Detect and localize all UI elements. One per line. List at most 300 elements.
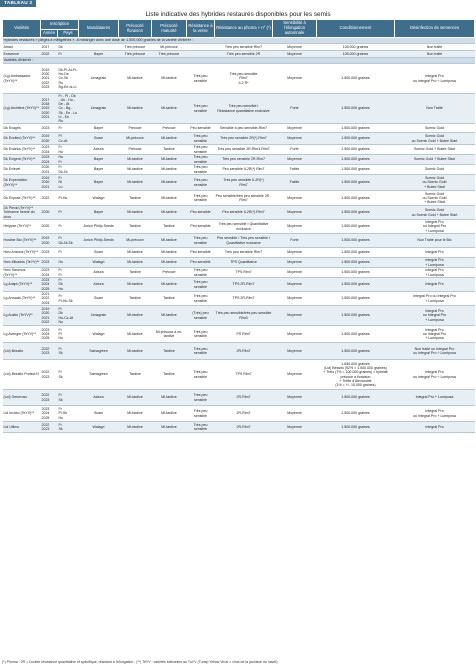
cell-pays: Fr Fr bbox=[58, 268, 79, 278]
cell-floraison: Tardive bbox=[119, 360, 152, 390]
cell-desinfection: Integral Pro ou Integral Pro + Lumiposa bbox=[395, 306, 475, 326]
cell-phoma: Peu sensible/très peu sensible 2R - Rlm7 bbox=[215, 191, 273, 206]
cell-maturite: Tardive bbox=[152, 360, 187, 390]
cell-maturite: Précoce bbox=[152, 124, 187, 133]
cell-conditionnement: 1.500.000 graines bbox=[317, 343, 395, 360]
cell-floraison: Mi-tardive bbox=[119, 248, 152, 258]
cell-maturite: Mi-précoce à mi-tardive bbox=[152, 326, 187, 343]
table-row bbox=[3, 175, 475, 191]
cell-variete: (Lg) Architect (TeYV)** bbox=[3, 94, 41, 124]
cell-conditionnement: 1.500.000 graines bbox=[317, 258, 395, 268]
cell-mandataire: Walagri bbox=[79, 191, 119, 206]
cell-desinfection: Scenic Gold ou Scenic Gold + Butee Start bbox=[395, 191, 475, 206]
cell-floraison: Mi-tardive bbox=[119, 278, 152, 292]
cell-phoma: PS Rlm7 bbox=[215, 326, 273, 343]
cell-floraison: Mi-tardive bbox=[119, 306, 152, 326]
cell-annee: 2023 2024 bbox=[41, 155, 58, 165]
cell-mandataire: Walagri bbox=[79, 258, 119, 268]
hybrids-table bbox=[2, 19, 475, 433]
table-body bbox=[3, 38, 475, 433]
cell-annee: 2023 bbox=[41, 258, 58, 268]
header-desinfection: Désinfection de semences bbox=[395, 20, 475, 38]
cell-pays: Fr Dk Hu bbox=[58, 278, 79, 292]
cell-verse: Très peu sensible bbox=[187, 360, 215, 390]
cell-maturite: Mi-tardive bbox=[152, 234, 187, 248]
cell-annee: 2020 bbox=[41, 220, 58, 234]
cell-maturite: Mi-tardive bbox=[152, 64, 187, 94]
cell-annee: 2023 2024 bbox=[41, 145, 58, 155]
cell-floraison: Tardive bbox=[119, 220, 152, 234]
cell-conditionnement: 1.500.000 graines bbox=[317, 133, 395, 145]
cell-conditionnement: 1.500.000 graines bbox=[317, 306, 395, 326]
cell-conditionnement: 1.500.000 graines bbox=[317, 326, 395, 343]
cell-variete: Hostine Bio (TeYV)** bbox=[3, 234, 41, 248]
cell-floraison: Mi-tardive bbox=[119, 390, 152, 406]
cell-mandataire: Bayer bbox=[79, 165, 119, 175]
cell-conditionnement: 1.500.000 graines bbox=[317, 422, 395, 433]
cell-elongation: Moyenne bbox=[273, 390, 317, 406]
table-row bbox=[3, 306, 475, 326]
table-row bbox=[3, 326, 475, 343]
cell-conditionnement: 100.000 graines bbox=[317, 44, 395, 51]
cell-floraison: Tardive bbox=[119, 191, 152, 206]
cell-phoma: 2R-Rlm7 bbox=[215, 422, 273, 433]
header-sensibilite-elongation: Sensibilité à l'élongation automnale bbox=[273, 20, 317, 38]
cell-desinfection: Scenic Gold + Butee Start bbox=[395, 155, 475, 165]
header-varietes: Variétés bbox=[3, 20, 41, 38]
cell-maturite: Précoce bbox=[152, 268, 187, 278]
cell-annee: 2022 2023 bbox=[41, 343, 58, 360]
cell-desinfection: Scenic Gold ou Scenic Gold + Butee Start bbox=[395, 206, 475, 220]
cell-floraison: Très précoce bbox=[119, 44, 152, 51]
table-row bbox=[3, 206, 475, 220]
cell-pays: Fr bbox=[58, 206, 79, 220]
cell-floraison: Mi-précoce bbox=[119, 133, 152, 145]
cell-phoma: Très peu sensible I Résistance quantitative exclusive bbox=[215, 94, 273, 124]
cell-floraison: Précoce bbox=[119, 124, 152, 133]
cell-variete: Dk Expose (TeYV)** bbox=[3, 191, 41, 206]
header-resistance-verse: Résistance à la verse bbox=[187, 20, 215, 38]
cell-pays: Fr Pl-Sk Hu bbox=[58, 406, 79, 422]
cell-variete: Lg Avenger (TeYV)** bbox=[3, 326, 41, 343]
cell-verse: Très peu sensible bbox=[187, 155, 215, 165]
cell-annee: 2017 2018 2019 2020 2021 bbox=[41, 94, 58, 124]
section-title: Hybrides restaurés « pièges à méligèthes », à mélanger avec une dose de 1.500.000 graines de la variété d'intérêt : bbox=[3, 38, 475, 44]
cell-elongation: Moyenne bbox=[273, 206, 317, 220]
cell-desinfection: Integral Pro ou Integral Pro + Lumiposa bbox=[395, 64, 475, 94]
cell-verse: Très peu sensible bbox=[187, 133, 215, 145]
cell-mandataire: Scam bbox=[79, 406, 119, 422]
cell-conditionnement: 1.500.000 graines bbox=[317, 248, 395, 258]
cell-maturite: Mi-tardive bbox=[152, 422, 187, 433]
cell-floraison: Mi-tardive bbox=[119, 165, 152, 175]
cell-annee: 2019 2020 2021 2022 bbox=[41, 306, 58, 326]
table-row bbox=[3, 145, 475, 155]
cell-phoma: TPS Rlm7 bbox=[215, 268, 273, 278]
cell-pays: Fr Sk bbox=[58, 390, 79, 406]
cell-maturite: Mi-tardive bbox=[152, 94, 187, 124]
cell-variete: (Lid) Generoso bbox=[3, 390, 41, 406]
header-mandataires: Mandataires bbox=[79, 20, 119, 38]
footnote: (*) Phoma : 2R = Double résistance quantitative et spécifique, résistant à l'élongation ; (**) TeYV : variétés tolérantes au TuYV (Turnip Yellow Virus = virus de la jaunisse du navet) bbox=[2, 660, 278, 664]
cell-phoma: Très peu sensible Rlm7 bbox=[215, 248, 273, 258]
cell-annee: 2022 bbox=[41, 191, 58, 206]
cell-variete: Atrakt bbox=[3, 44, 41, 51]
header-pays: Pays bbox=[58, 30, 79, 38]
cell-phoma: Très peu sensible 2R-Rlm3-Rlm7 bbox=[215, 145, 273, 155]
cell-verse: Peu sensible bbox=[187, 220, 215, 234]
cell-floraison: Mi-tardive bbox=[119, 343, 152, 360]
cell-phoma: Très peu sensible 2R bbox=[215, 51, 273, 58]
cell-desinfection: Non Traité bbox=[395, 94, 475, 124]
cell-conditionnement: 1.500.000 graines bbox=[317, 268, 395, 278]
cell-verse: Peu sensible bbox=[187, 248, 215, 258]
cell-mandataire: Bayer bbox=[79, 155, 119, 165]
cell-pays: Fr Nl Lu bbox=[58, 175, 79, 191]
table-row bbox=[3, 133, 475, 145]
cell-elongation: Moyenne bbox=[273, 326, 317, 343]
cell-elongation: Moyenne bbox=[273, 406, 317, 422]
cell-elongation: Moyenne bbox=[273, 248, 317, 258]
cell-variete: Dk Exagris bbox=[3, 124, 41, 133]
cell-pays: Fr Dk-Nl-Sk bbox=[58, 234, 79, 248]
cell-desinfection: Scenic Gold bbox=[395, 124, 475, 133]
cell-floraison: Mi-tardive bbox=[119, 175, 152, 191]
cell-elongation: Forte bbox=[273, 145, 317, 155]
cell-mandataire: Scam bbox=[79, 248, 119, 258]
cell-floraison: Tardive bbox=[119, 268, 152, 278]
cell-maturite: Mi-précoce bbox=[152, 44, 187, 51]
cell-verse: Très peu sensible bbox=[187, 165, 215, 175]
table-row bbox=[3, 390, 475, 406]
cell-phoma: Sensible à peu sensible-Rlm7 bbox=[215, 124, 273, 133]
cell-maturite: Mi-tardive bbox=[152, 206, 187, 220]
cell-annee: 2023 2024 2025 bbox=[41, 406, 58, 422]
cell-verse: Très peu sensible bbox=[187, 175, 215, 191]
cell-elongation: Moyenne bbox=[273, 258, 317, 268]
cell-floraison: Mi-tardive bbox=[119, 406, 152, 422]
cell-maturite: Mi-tardive bbox=[152, 175, 187, 191]
cell-desinfection: Scenic Gold ou Scenic Gold + Butee Start bbox=[395, 133, 475, 145]
table-row bbox=[3, 94, 475, 124]
table-row bbox=[3, 268, 475, 278]
cell-variete: Dk Exdeka (TeYV)** bbox=[3, 145, 41, 155]
cell-variete: Dk Exlevel bbox=[3, 165, 41, 175]
cell-floraison: Mi-tardive bbox=[119, 422, 152, 433]
cell-floraison: Mi-tardive bbox=[119, 206, 152, 220]
cell-conditionnement: 1.500.000 graines bbox=[317, 220, 395, 234]
cell-desinfection: Integral Pro bbox=[395, 248, 475, 258]
cell-maturite: Tardive bbox=[152, 292, 187, 306]
cell-mandataire: Walagri bbox=[79, 422, 119, 433]
cell-pays: Fr bbox=[58, 220, 79, 234]
cell-variete: Exavence bbox=[3, 51, 41, 58]
table-row bbox=[3, 124, 475, 133]
cell-mandataire: Samagreen bbox=[79, 343, 119, 360]
cell-verse: (Très) peu sensible bbox=[187, 306, 215, 326]
cell-annee: 2022 2023 bbox=[41, 390, 58, 406]
cell-pays: Fr Hu bbox=[58, 145, 79, 155]
table-row bbox=[3, 51, 475, 58]
cell-variete: Hwo Sanchos (TeYV)** bbox=[3, 268, 41, 278]
table-row bbox=[3, 360, 475, 390]
cell-maturite: Mi-tardive bbox=[152, 133, 187, 145]
cell-pays: Pl Cz-At bbox=[58, 133, 79, 145]
section-title: Variétés d'intérêt : bbox=[3, 58, 475, 64]
cell-mandataire: Bayer bbox=[79, 206, 119, 220]
cell-floraison: Mi-tardive bbox=[119, 64, 152, 94]
cell-conditionnement: 1.500.000 graines bbox=[317, 145, 395, 155]
cell-verse: Très peu sensible bbox=[187, 145, 215, 155]
cell-conditionnement: 1.500.000 graines bbox=[317, 206, 395, 220]
cell-desinfection: Non traité bbox=[395, 44, 475, 51]
cell-variete: Dk Plexid (TeYV)** Tolérance hernie du chou bbox=[3, 206, 41, 220]
cell-mandataire: Walagri bbox=[79, 326, 119, 343]
cell-verse bbox=[187, 51, 215, 58]
cell-phoma: Très peu sensible Rlm7 II-2 R* bbox=[215, 64, 273, 94]
table-row bbox=[3, 155, 475, 165]
cell-floraison: Très précoce bbox=[119, 51, 152, 58]
cell-phoma: TPS Rlm7 bbox=[215, 360, 273, 390]
cell-maturite: Tardive bbox=[152, 343, 187, 360]
cell-mandataire: Samagreen bbox=[79, 360, 119, 390]
cell-conditionnement: 1.500.000 graines bbox=[317, 390, 395, 406]
cell-verse: Très peu sensible bbox=[187, 191, 215, 206]
cell-annee: 2023 2024 2025 bbox=[41, 278, 58, 292]
cell-variete: Lg Armada (TeYV)** bbox=[3, 292, 41, 306]
cell-phoma: Très peu sensible/très peu sensible Rlm3 bbox=[215, 306, 273, 326]
cell-desinfection: Scenic Gold + Butee Start bbox=[395, 145, 475, 155]
cell-elongation: Moyenne bbox=[273, 306, 317, 326]
table-row bbox=[3, 258, 475, 268]
cell-pays: Fr - Pl - Dk - Uk - Hu - De - At Cz - Bg - Sk - Ee - Lu Lt - Ee Ro bbox=[58, 94, 78, 123]
cell-mandataire: Scam bbox=[79, 133, 119, 145]
cell-desinfection: Integral Pro ou Integral Pro + Lumiposa bbox=[395, 220, 475, 234]
cell-desinfection: Scenic Gold bbox=[395, 165, 475, 175]
cell-elongation: Moyenne bbox=[273, 360, 317, 390]
cell-elongation: Moyenne bbox=[273, 191, 317, 206]
cell-elongation: Moyenne bbox=[273, 292, 317, 306]
cell-phoma: Très peu sensible 2R-Rlm7 bbox=[215, 155, 273, 165]
cell-phoma: 2R-Rlm7 bbox=[215, 406, 273, 422]
cell-floraison: Tardive bbox=[119, 292, 152, 306]
cell-annee: 2019 2020 2021 bbox=[41, 175, 58, 191]
header-precocite-floraison: Précocité floraison bbox=[119, 20, 152, 38]
cell-conditionnement: 1.650.000 graines (Lid) Bessito (92% = 1.500.000 graines) + Trelo (7% = 100.000 graines) = hybride précoce à floraison + Trèfle d'Alexandrie (1% = +/- 15.000 graines) bbox=[317, 360, 395, 390]
cell-desinfection: Integral Pro ou Integral Pro + Lumiposa bbox=[395, 360, 475, 390]
cell-verse: Très peu sensible bbox=[187, 406, 215, 422]
cell-mandataire: Limagrain bbox=[79, 94, 119, 124]
cell-elongation: Moyenne bbox=[273, 343, 317, 360]
cell-floraison: Mi-tardive bbox=[119, 155, 152, 165]
cell-mandataire: Actura bbox=[79, 390, 119, 406]
cell-maturite: Mi-tardive bbox=[152, 390, 187, 406]
cell-verse bbox=[187, 44, 215, 51]
cell-elongation: Moyenne bbox=[273, 133, 317, 145]
cell-conditionnement: 1.500.000 graines bbox=[317, 94, 395, 124]
cell-mandataire: Jorion Philip-Seeds bbox=[79, 234, 119, 248]
cell-annee: 2022 bbox=[41, 51, 58, 58]
cell-maturite: Mi-tardive bbox=[152, 278, 187, 292]
cell-phoma: Peu sensible II-2R(*)-Rlm7 bbox=[215, 206, 273, 220]
cell-variete: Lid Invicto (TeYV)** bbox=[3, 406, 41, 422]
table-row bbox=[3, 220, 475, 234]
cell-elongation: Moyenne bbox=[273, 51, 317, 58]
cell-variete: Hwo Mikados (TeYV)** bbox=[3, 258, 41, 268]
cell-conditionnement: 1.500.000 graines bbox=[317, 406, 395, 422]
cell-conditionnement: 1.500.000 graines bbox=[317, 191, 395, 206]
cell-desinfection: Integral Pro + Lumiposa bbox=[395, 258, 475, 268]
cell-mandataire: Actura bbox=[79, 145, 119, 155]
cell-elongation: Faible bbox=[273, 175, 317, 191]
cell-variete: Dk Excited (TeYV)** bbox=[3, 133, 41, 145]
cell-pays: Fr Pl Hu bbox=[58, 326, 79, 343]
cell-mandataire: Bayer bbox=[79, 175, 119, 191]
cell-annee: 2021 2022 2024 bbox=[41, 292, 58, 306]
cell-pays: Dk bbox=[58, 44, 79, 51]
cell-mandataire: Jorion Philip-Seeds bbox=[79, 220, 119, 234]
cell-annee: 2023 2024 bbox=[41, 268, 58, 278]
cell-pays: Fr bbox=[58, 248, 79, 258]
cell-elongation: Moyenne bbox=[273, 155, 317, 165]
cell-phoma: Très peu sensible II-2R(*) Rlm7 bbox=[215, 175, 273, 191]
table-row bbox=[3, 191, 475, 206]
table-row bbox=[3, 44, 475, 51]
cell-conditionnement: 1.500.000 graines bbox=[317, 165, 395, 175]
cell-annee: 2019 2020 bbox=[41, 133, 58, 145]
cell-variete: (Lg) Ambassador (TeYV)** bbox=[3, 64, 41, 94]
cell-pays: Fr Dk Hu-Cz-At No bbox=[58, 306, 79, 326]
header-inscription: Inscription bbox=[41, 20, 79, 30]
table-row bbox=[3, 292, 475, 306]
cell-conditionnement: 1.500.000 graines bbox=[317, 155, 395, 165]
cell-mandataire: Actura bbox=[79, 278, 119, 292]
cell-mandataire: Bayer bbox=[79, 124, 119, 133]
cell-phoma: TPS 2R-Rlm7 bbox=[215, 278, 273, 292]
cell-floraison: Mi-tardive bbox=[119, 326, 152, 343]
cell-maturite: Mi-tardive bbox=[152, 258, 187, 268]
cell-elongation: Moyenne bbox=[273, 422, 317, 433]
table-row bbox=[3, 278, 475, 292]
cell-annee: 2020 bbox=[41, 206, 58, 220]
cell-floraison: Mi-précoce bbox=[119, 234, 152, 248]
cell-desinfection: Integral Pro + Lumiposa bbox=[395, 268, 475, 278]
table-row bbox=[3, 248, 475, 258]
cell-verse: Peu sensible bbox=[187, 124, 215, 133]
cell-conditionnement: 1.500.000 graines bbox=[317, 124, 395, 133]
cell-verse: Très peu sensible bbox=[187, 64, 215, 94]
cell-verse: Très peu sensible bbox=[187, 390, 215, 406]
table-row bbox=[3, 406, 475, 422]
cell-variete: Lg Austin (TeYV)** bbox=[3, 306, 41, 326]
cell-elongation: Moyenne bbox=[273, 268, 317, 278]
cell-maturite: Mi-tardive bbox=[152, 248, 187, 258]
cell-conditionnement: 1.500.000 graines bbox=[317, 292, 395, 306]
cell-verse: Très peu sensible bbox=[187, 278, 215, 292]
table-row bbox=[3, 64, 475, 94]
table-row bbox=[3, 343, 475, 360]
cell-desinfection: Integral Pro bbox=[395, 278, 475, 292]
cell-mandataire: Actura bbox=[79, 268, 119, 278]
cell-verse: Très peu sensible bbox=[187, 94, 215, 124]
cell-verse: Très peu sensible bbox=[187, 326, 215, 343]
cell-variete: Lg Adapt (TeYV)** bbox=[3, 278, 41, 292]
cell-conditionnement: 1.500.000 graines bbox=[317, 175, 395, 191]
cell-variete: Dk Exigent (TeYV)** bbox=[3, 155, 41, 165]
cell-pays: Fr Dk-Nl bbox=[58, 165, 79, 175]
cell-elongation: Moyenne bbox=[273, 278, 317, 292]
cell-pays: Fr bbox=[58, 51, 79, 58]
cell-elongation: Moyenne bbox=[273, 44, 317, 51]
cell-phoma: TPS 2R-Rlm7 bbox=[215, 292, 273, 306]
cell-variete: Lid Ultimo bbox=[3, 422, 41, 433]
cell-elongation: Forte bbox=[273, 234, 317, 248]
cell-conditionnement: 1.500.000 graines bbox=[317, 278, 395, 292]
cell-pays: Fr Pl-Hu-Sk bbox=[58, 292, 79, 306]
cell-pays: Fr Sk bbox=[58, 343, 79, 360]
cell-maturite: Mi-tardive bbox=[152, 155, 187, 165]
cell-desinfection: Non traité bbox=[395, 51, 475, 58]
table-tag: TABLEAU 2 bbox=[0, 0, 36, 7]
cell-verse: Très peu sensible bbox=[187, 343, 215, 360]
cell-mandataire: Limagrain bbox=[79, 306, 119, 326]
cell-pays: Dk-Pl-At-Fr-Hu-De Cz-Sk Ro Bg-Ee-Is-Lt bbox=[58, 64, 79, 94]
cell-annee: 2022 2023 bbox=[41, 422, 58, 433]
cell-annee: 2017 bbox=[41, 44, 58, 51]
cell-annee: 2022 2023 bbox=[41, 360, 58, 390]
cell-desinfection: Integral Pro ou Integral Pro + Lumiposa bbox=[395, 326, 475, 343]
cell-verse: Peu sensible bbox=[187, 258, 215, 268]
cell-maturite: Tardive bbox=[152, 145, 187, 155]
cell-pays: Hu Fr bbox=[58, 155, 79, 165]
cell-maturite: Mi-tardive bbox=[152, 191, 187, 206]
cell-phoma: Très peu sensible 2R(*) Rlm7 bbox=[215, 133, 273, 145]
cell-maturite: Tardive bbox=[152, 220, 187, 234]
cell-floraison: Mi-tardive bbox=[119, 258, 152, 268]
cell-phoma: TPS Quantitative bbox=[215, 258, 273, 268]
cell-elongation: Moyenne bbox=[273, 124, 317, 133]
cell-phoma: Très peu sensible Rlm7 bbox=[215, 44, 273, 51]
cell-annee: 2023 2024 2025 bbox=[41, 326, 58, 343]
cell-conditionnement: 100.000 graines bbox=[317, 51, 395, 58]
cell-pays: Pl-Hu bbox=[58, 191, 79, 206]
cell-elongation: Moyenne bbox=[273, 64, 317, 94]
cell-variete: Hwo Arianos (TeYV)** bbox=[3, 248, 41, 258]
cell-desinfection: Scenic Gold ou Scenic Gold + Butee Start bbox=[395, 175, 475, 191]
header-resistance-phoma: Résistance au phoma + n° (*) bbox=[215, 20, 273, 38]
cell-variete: (Lid) Bessito bbox=[3, 343, 41, 360]
table-row bbox=[3, 165, 475, 175]
header-precocite-maturite: Précocité maturité bbox=[152, 20, 187, 38]
cell-maturite: Très précoce bbox=[152, 51, 187, 58]
cell-desinfection: Non traité ou Integral Pro ou Integral Pro + Lumiposa bbox=[395, 343, 475, 360]
cell-maturite: Mi-tardive bbox=[152, 165, 187, 175]
cell-conditionnement: 1.500.000 graines bbox=[317, 64, 395, 94]
cell-floraison: Précoce bbox=[119, 145, 152, 155]
cell-conditionnement: 1.500.000 graines bbox=[317, 234, 395, 248]
header-annee: Année bbox=[41, 30, 58, 38]
cell-desinfection: Non Traité pour le Bio bbox=[395, 234, 475, 248]
cell-annee: 2019 2020 2021 2022 2023 bbox=[41, 64, 58, 94]
cell-annee: 2019 2020 bbox=[41, 234, 58, 248]
cell-annee: 2020 2021 bbox=[41, 165, 58, 175]
cell-verse: Très peu sensible bbox=[187, 292, 215, 306]
cell-annee: 2023 bbox=[41, 248, 58, 258]
cell-elongation: Moyenne bbox=[273, 220, 317, 234]
cell-pays: Hu bbox=[58, 258, 79, 268]
cell-mandataire bbox=[79, 44, 119, 51]
cell-variete: Helypse (TeYV)** bbox=[3, 220, 41, 234]
